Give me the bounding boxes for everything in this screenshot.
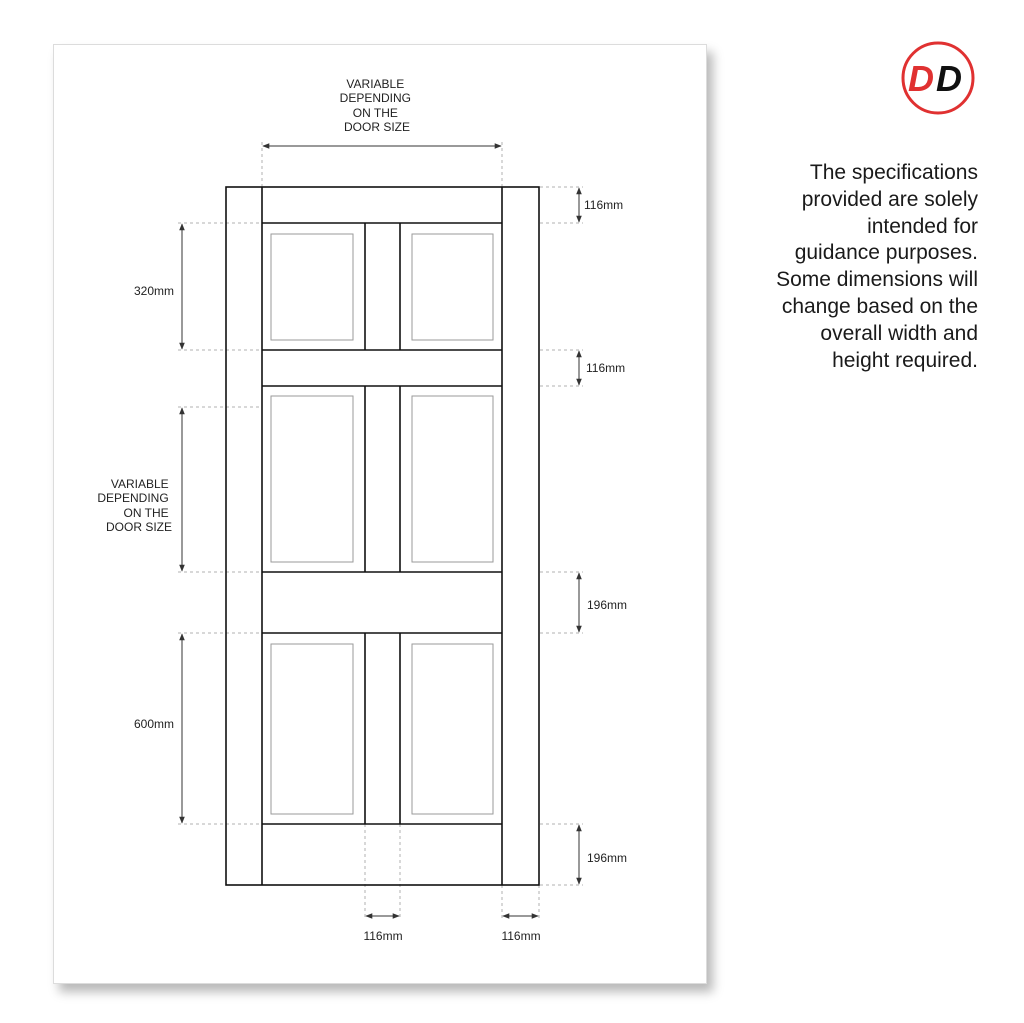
dimension-arrows	[182, 146, 579, 916]
logo-letter-right: D	[936, 58, 962, 99]
note-line: height required.	[832, 348, 978, 372]
guidance-note	[678, 160, 978, 374]
panel-inset	[271, 644, 353, 814]
note-line: The specifications	[809, 161, 978, 184]
note-line: provided are solely	[801, 187, 978, 211]
lock-rail-label: 196mm	[587, 598, 628, 612]
stile-width-label: 116mm	[501, 929, 541, 943]
top-rail-label: 116mm	[584, 198, 624, 212]
panel-inset	[271, 396, 353, 562]
logo-letter-left: D	[908, 58, 934, 99]
upper-mid-rail-label: 116mm	[586, 361, 626, 375]
note-line: change based on the	[781, 294, 978, 318]
panel-inset	[412, 234, 493, 340]
panel-inset	[412, 644, 493, 814]
extension-lines	[178, 142, 583, 918]
note-line: Some dimensions will	[776, 268, 978, 292]
note-line: guidance purposes.	[794, 241, 978, 265]
bottom-rail-label: 196mm	[587, 851, 628, 865]
panel-insets	[271, 234, 493, 814]
top-width-label: VARIABLE DEPENDING ON THE DOOR SIZE	[339, 77, 411, 134]
lower-panel-height-label: 600mm	[134, 717, 175, 731]
dd-logo	[900, 40, 976, 116]
note-line: overall width and	[820, 321, 978, 345]
panel-inset	[412, 396, 493, 562]
middle-panel-height-label: VARIABLE DEPENDING ON THE DOOR SIZE	[97, 477, 172, 534]
upper-panel-height-label: 320mm	[134, 284, 175, 298]
panel-inset	[271, 234, 353, 340]
note-line: intended for	[867, 214, 978, 238]
muntin-width-label: 116mm	[363, 929, 403, 943]
door-outline	[226, 187, 539, 885]
